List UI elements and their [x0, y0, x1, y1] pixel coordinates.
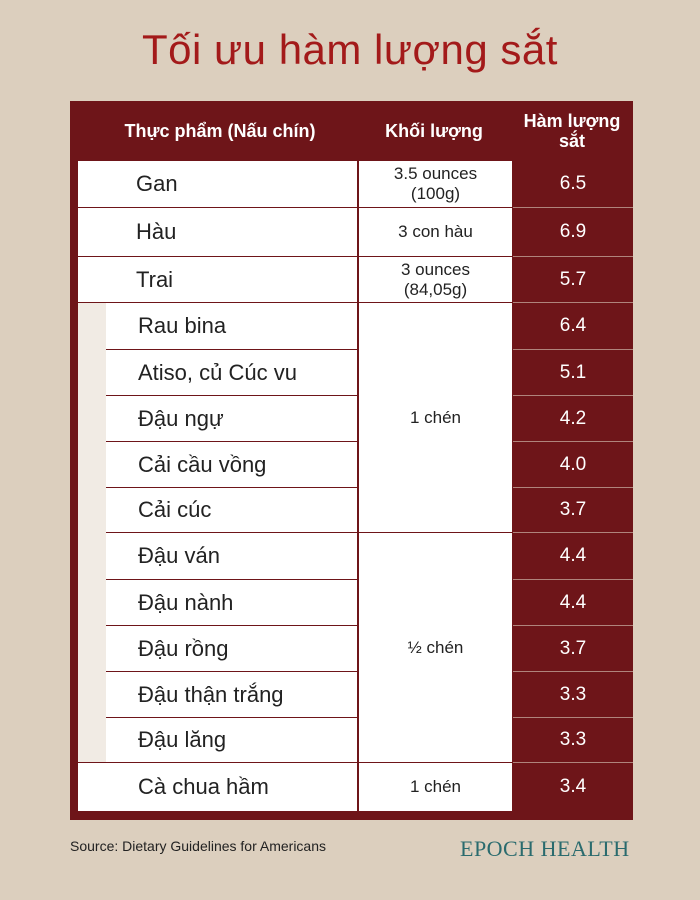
source-note: Source: Dietary Guidelines for Americans: [70, 838, 326, 854]
quantity-cell: 3 ounces (84,05g): [401, 259, 470, 299]
quantity-cell: ½ chén: [407, 637, 464, 657]
table-row: Đậu thận trắng: [138, 681, 284, 707]
iron-value: 4.2: [559, 407, 587, 429]
iron-table: [70, 101, 633, 820]
table-row: Đậu lăng: [138, 727, 227, 752]
iron-value: 6.4: [559, 315, 587, 336]
iron-value: 3.3: [559, 683, 587, 705]
iron-value: 3.7: [559, 637, 587, 659]
iron-value: 5.7: [559, 268, 587, 290]
group-indent: [78, 302, 106, 762]
table-row: Trai: [136, 266, 174, 292]
iron-column: [513, 161, 633, 811]
table-row: Hàu: [136, 219, 177, 244]
table-row: Gan: [136, 171, 178, 196]
table-row: Cải cúc: [138, 497, 212, 522]
table-header: [70, 101, 633, 161]
quantity-cell: 3.5 ounces (100g): [393, 164, 478, 203]
header-food: Thực phẩm (Nấu chín): [124, 121, 316, 141]
iron-value: 6.5: [559, 173, 587, 194]
header-iron: Hàm lượng sắt: [523, 111, 621, 151]
iron-value: 4.0: [559, 453, 587, 475]
iron-value: 3.7: [559, 499, 587, 520]
table-row: Atiso, củ Cúc vu: [138, 359, 297, 385]
table-row: Đậu nành: [138, 589, 234, 615]
table-row: Đậu ván: [138, 543, 220, 568]
iron-value: 3.3: [559, 729, 587, 750]
table-row: Cà chua hầm: [138, 774, 269, 799]
iron-value: 5.1: [559, 361, 587, 383]
page-title: Tối ưu hàm lượng sắt: [142, 26, 558, 73]
quantity-cell: 1 chén: [409, 407, 462, 427]
table-row: Đậu ngự: [138, 405, 224, 431]
table-row: Rau bina: [138, 313, 227, 338]
header-quantity: Khối lượng: [385, 121, 483, 141]
food-column: [78, 161, 357, 811]
table-row: Cải cầu vồng: [138, 451, 267, 477]
iron-value: 4.4: [559, 591, 587, 613]
quantity-cell: 3 con hàu: [398, 222, 473, 241]
table-row: Đậu rồng: [138, 635, 229, 661]
brand-logo: EPOCH HEALTH: [460, 836, 630, 861]
iron-value: 3.4: [559, 776, 587, 797]
iron-value: 4.4: [559, 545, 587, 566]
quantity-column: [359, 161, 512, 811]
quantity-cell: 1 chén: [409, 777, 462, 796]
iron-value: 6.9: [559, 221, 587, 242]
